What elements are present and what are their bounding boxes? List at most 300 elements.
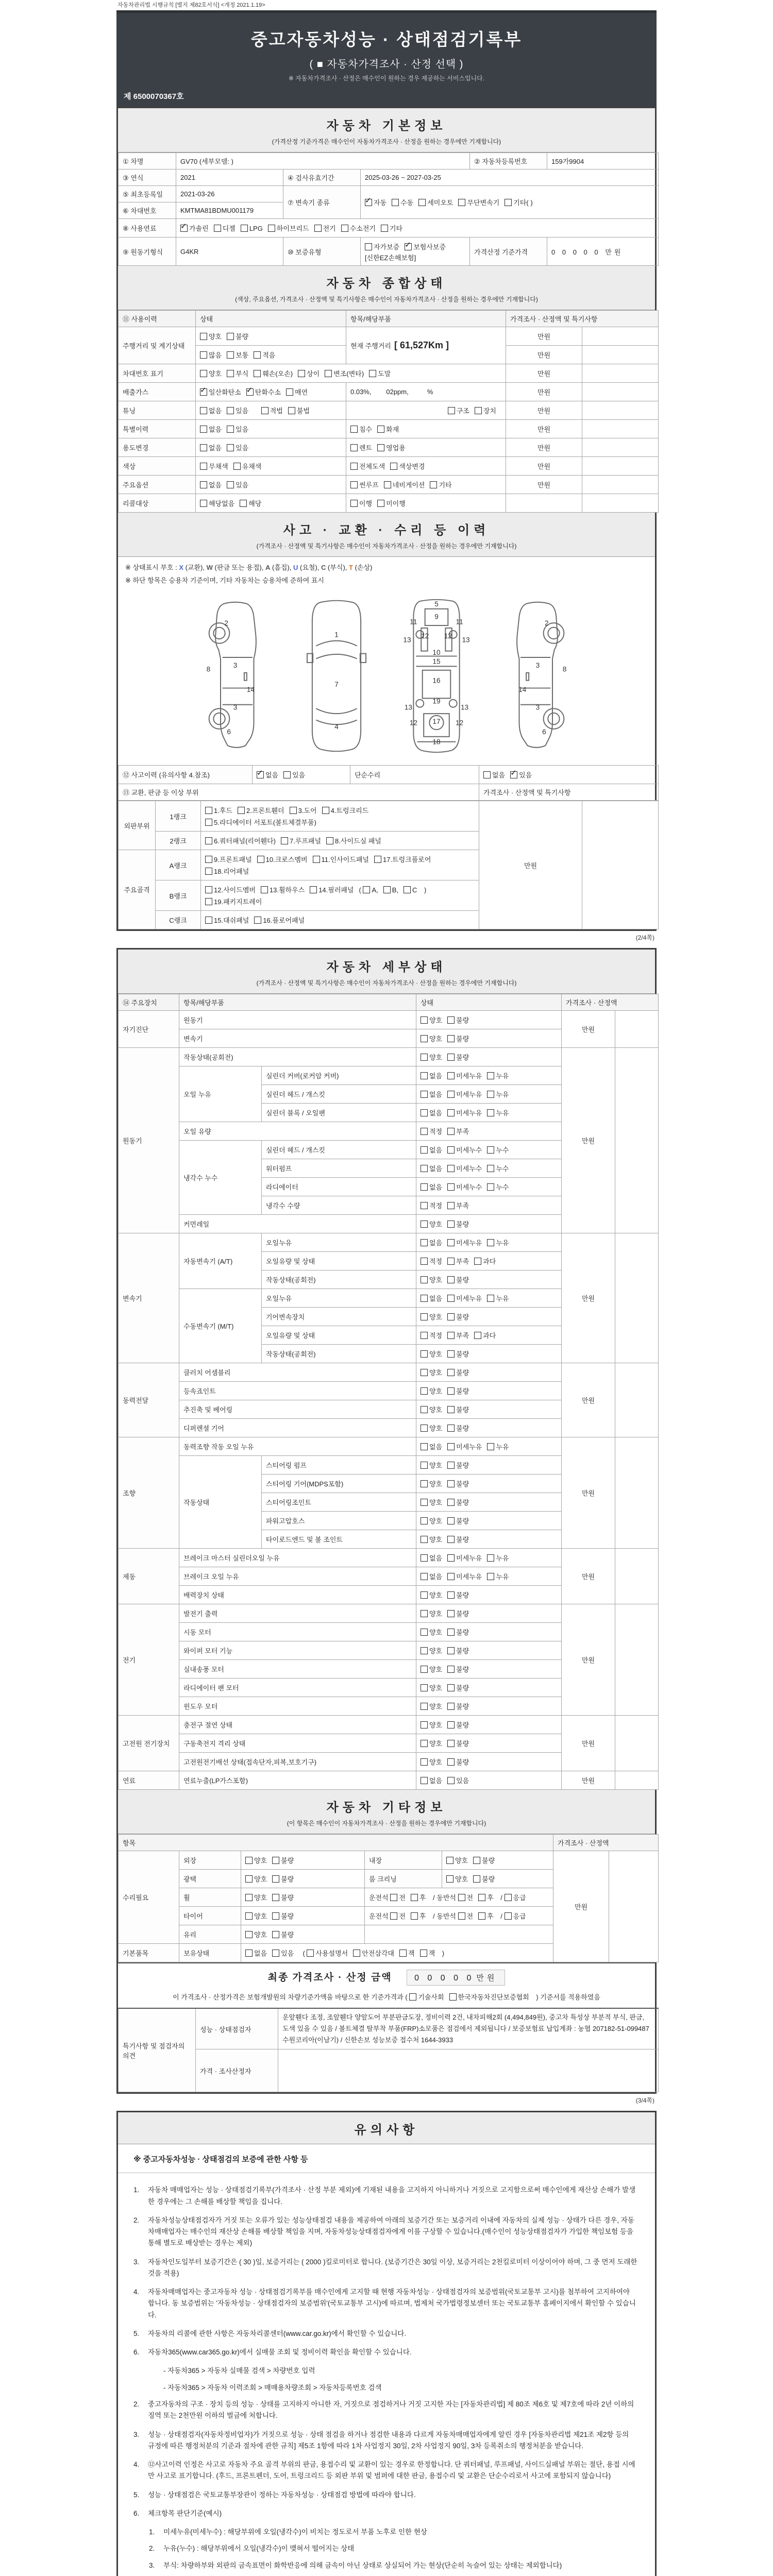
checkbox-option[interactable]	[447, 1423, 469, 1433]
checkbox-option[interactable]	[200, 461, 228, 471]
checkbox-option[interactable]	[233, 461, 262, 471]
checkbox-option[interactable]	[261, 405, 283, 415]
checkbox-option[interactable]	[447, 1330, 469, 1340]
checkbox-option[interactable]	[245, 1855, 267, 1865]
checkbox-icon[interactable]	[421, 1350, 428, 1358]
checkbox-icon[interactable]	[447, 1591, 455, 1599]
checkbox-option[interactable]	[350, 498, 372, 508]
checkbox-option[interactable]	[420, 1948, 435, 1958]
checkbox-option[interactable]	[411, 1911, 426, 1921]
checkbox-icon[interactable]	[487, 1239, 494, 1246]
checkbox-icon[interactable]	[421, 1016, 428, 1024]
checkbox-icon[interactable]	[200, 500, 207, 507]
checkbox-option[interactable]	[487, 1071, 509, 1080]
checkbox-icon[interactable]	[487, 1183, 494, 1191]
checkbox-option[interactable]	[227, 368, 248, 378]
checkbox-icon[interactable]	[326, 837, 333, 844]
checkbox-icon[interactable]	[421, 1202, 428, 1209]
checkbox-option[interactable]	[487, 1571, 509, 1581]
checkbox-option[interactable]	[447, 1627, 469, 1637]
checkbox-option[interactable]	[447, 1683, 469, 1692]
checkbox-icon[interactable]	[363, 886, 370, 893]
checkbox-option[interactable]	[447, 1646, 469, 1655]
checkbox-icon[interactable]	[369, 370, 376, 377]
checkbox-option[interactable]	[421, 1182, 442, 1192]
checkbox-icon[interactable]	[447, 1740, 455, 1747]
checkbox-option[interactable]	[447, 1108, 482, 1117]
checkbox-option[interactable]	[421, 1015, 442, 1025]
checkbox-icon[interactable]	[272, 1912, 279, 1920]
checkbox-option[interactable]	[474, 1256, 496, 1266]
checkbox-icon[interactable]	[272, 1931, 279, 1938]
checkbox-option[interactable]	[205, 805, 232, 815]
checkbox-icon[interactable]	[421, 1462, 428, 1469]
checkbox-icon[interactable]	[421, 1721, 428, 1728]
checkbox-icon[interactable]	[268, 225, 275, 232]
checked-checkbox-icon[interactable]	[180, 225, 188, 232]
checkbox-icon[interactable]	[447, 1703, 455, 1710]
checkbox-icon[interactable]	[205, 886, 212, 893]
checkbox-icon[interactable]	[421, 1128, 428, 1135]
checkbox-option[interactable]	[478, 1911, 494, 1921]
checkbox-option[interactable]	[487, 1163, 509, 1173]
checkbox-icon[interactable]	[411, 1912, 418, 1920]
checkbox-option[interactable]	[421, 1293, 442, 1303]
checkbox-icon[interactable]	[449, 1993, 457, 2001]
checkbox-option[interactable]	[447, 1238, 482, 1247]
checkbox-icon[interactable]	[377, 500, 384, 507]
checkbox-option[interactable]	[421, 1423, 442, 1433]
checkbox-option[interactable]	[421, 1460, 442, 1470]
checkbox-icon[interactable]	[390, 1894, 397, 1901]
checkbox-option[interactable]	[447, 1534, 469, 1544]
checkbox-icon[interactable]	[290, 807, 297, 814]
checkbox-icon[interactable]	[475, 407, 482, 414]
checkbox-option[interactable]	[246, 387, 281, 397]
checkbox-icon[interactable]	[447, 1517, 455, 1524]
checkbox-option[interactable]	[421, 1312, 442, 1321]
checkbox-option[interactable]	[447, 1126, 469, 1136]
checkbox-option[interactable]	[447, 1089, 482, 1099]
checkbox-option[interactable]	[350, 424, 372, 434]
checkbox-option[interactable]	[272, 1874, 294, 1884]
checkbox-option[interactable]	[227, 480, 248, 489]
checkbox-option[interactable]	[421, 1126, 442, 1136]
checkbox-option[interactable]	[350, 461, 385, 471]
checkbox-icon[interactable]	[272, 1950, 279, 1957]
checkbox-option[interactable]	[447, 1516, 469, 1526]
checkbox-icon[interactable]	[272, 1857, 279, 1864]
checkbox-icon[interactable]	[272, 1894, 279, 1901]
checkbox-icon[interactable]	[487, 1109, 494, 1116]
checkbox-icon[interactable]	[505, 1912, 512, 1920]
checkbox-option[interactable]	[447, 1553, 482, 1563]
checkbox-option[interactable]	[447, 1033, 469, 1043]
checkbox-option[interactable]	[245, 1874, 267, 1884]
checkbox-option[interactable]	[449, 1992, 529, 2002]
checkbox-option[interactable]	[421, 1553, 442, 1563]
checkbox-icon[interactable]	[377, 426, 384, 433]
checkbox-option[interactable]	[421, 1534, 442, 1544]
checkbox-option[interactable]	[411, 1892, 426, 1902]
checkbox-icon[interactable]	[205, 819, 212, 826]
checkbox-option[interactable]	[268, 223, 309, 233]
checkbox-option[interactable]	[200, 350, 222, 360]
checkbox-option[interactable]	[447, 1404, 469, 1414]
checkbox-icon[interactable]	[421, 1313, 428, 1320]
checkbox-icon[interactable]	[227, 481, 234, 488]
checkbox-icon[interactable]	[286, 388, 293, 396]
checkbox-icon[interactable]	[390, 1912, 397, 1920]
checkbox-icon[interactable]	[418, 199, 426, 206]
checkbox-option[interactable]	[418, 197, 453, 207]
checkbox-option[interactable]	[487, 1089, 509, 1099]
checkbox-icon[interactable]	[447, 1146, 455, 1154]
checkbox-icon[interactable]	[487, 1295, 494, 1302]
checkbox-icon[interactable]	[254, 370, 261, 377]
checkbox-icon[interactable]	[421, 1684, 428, 1691]
checkbox-option[interactable]	[350, 480, 379, 489]
checkbox-option[interactable]	[261, 885, 305, 894]
checkbox-option[interactable]	[421, 1033, 442, 1043]
checkbox-icon[interactable]	[487, 1573, 494, 1580]
checkbox-option[interactable]	[421, 1516, 442, 1526]
checkbox-option[interactable]	[458, 1911, 474, 1921]
checkbox-icon[interactable]	[390, 463, 397, 470]
checkbox-option[interactable]	[421, 1627, 442, 1637]
checkbox-icon[interactable]	[404, 886, 411, 893]
checkbox-icon[interactable]	[458, 199, 465, 206]
checkbox-icon[interactable]	[421, 1165, 428, 1172]
checkbox-option[interactable]	[298, 368, 320, 378]
checkbox-option[interactable]	[446, 1855, 468, 1865]
checkbox-option[interactable]	[272, 1948, 294, 1958]
checkbox-option[interactable]	[307, 1948, 348, 1958]
checkbox-option[interactable]	[227, 424, 248, 434]
checkbox-option[interactable]	[369, 368, 391, 378]
checkbox-icon[interactable]	[447, 1777, 455, 1784]
checkbox-icon[interactable]	[240, 500, 247, 507]
checkbox-icon[interactable]	[458, 1912, 465, 1920]
checked-checkbox-icon[interactable]	[365, 199, 372, 206]
checkbox-icon[interactable]	[261, 407, 268, 414]
checked-checkbox-icon[interactable]	[200, 388, 207, 396]
checkbox-option[interactable]	[447, 1664, 469, 1674]
checkbox-icon[interactable]	[447, 1369, 455, 1376]
checkbox-option[interactable]	[447, 1052, 469, 1062]
checkbox-option[interactable]	[447, 1275, 469, 1284]
checkbox-icon[interactable]	[447, 1072, 455, 1079]
checkbox-icon[interactable]	[205, 917, 212, 924]
checkbox-option[interactable]	[377, 498, 406, 508]
checkbox-icon[interactable]	[392, 199, 399, 206]
checkbox-option[interactable]	[421, 1275, 442, 1284]
checkbox-option[interactable]	[310, 885, 354, 894]
checkbox-option[interactable]	[272, 1892, 294, 1902]
checkbox-option[interactable]	[487, 1182, 509, 1192]
checkbox-icon[interactable]	[421, 1573, 428, 1580]
checkbox-option[interactable]	[254, 368, 293, 378]
checkbox-option[interactable]	[392, 197, 413, 207]
checkbox-icon[interactable]	[200, 407, 207, 414]
checkbox-icon[interactable]	[421, 1777, 428, 1784]
checkbox-option[interactable]	[421, 1163, 442, 1173]
checkbox-option[interactable]	[200, 480, 222, 489]
checkbox-icon[interactable]	[307, 1950, 314, 1957]
checkbox-option[interactable]	[254, 915, 305, 925]
checked-checkbox-icon[interactable]	[405, 243, 412, 250]
checkbox-icon[interactable]	[447, 1499, 455, 1506]
checkbox-icon[interactable]	[383, 886, 391, 893]
checkbox-option[interactable]	[409, 1992, 444, 2002]
checkbox-icon[interactable]	[483, 771, 491, 778]
checkbox-option[interactable]	[200, 331, 222, 341]
checkbox-option[interactable]	[475, 405, 496, 415]
checkbox-option[interactable]	[281, 836, 321, 845]
checkbox-icon[interactable]	[200, 370, 207, 377]
checkbox-icon[interactable]	[421, 1109, 428, 1116]
checkbox-option[interactable]	[290, 805, 317, 815]
checkbox-icon[interactable]	[420, 1950, 427, 1957]
checkbox-icon[interactable]	[447, 1462, 455, 1469]
checkbox-icon[interactable]	[447, 1258, 455, 1265]
checkbox-icon[interactable]	[487, 1072, 494, 1079]
checkbox-icon[interactable]	[227, 333, 234, 340]
checkbox-option[interactable]	[377, 443, 406, 452]
checkbox-option[interactable]	[447, 1608, 469, 1618]
checkbox-option[interactable]	[487, 1553, 509, 1563]
checkbox-icon[interactable]	[447, 1610, 455, 1617]
checkbox-option[interactable]	[483, 770, 505, 779]
checkbox-icon[interactable]	[478, 1912, 485, 1920]
checkbox-option[interactable]	[240, 498, 261, 508]
checkbox-option[interactable]	[227, 331, 248, 341]
checkbox-icon[interactable]	[421, 1239, 428, 1246]
checkbox-option[interactable]	[447, 1256, 469, 1266]
checkbox-icon[interactable]	[421, 1091, 428, 1098]
checkbox-icon[interactable]	[447, 1666, 455, 1673]
checkbox-option[interactable]	[447, 1386, 469, 1396]
checkbox-option[interactable]	[447, 1163, 482, 1173]
checkbox-icon[interactable]	[205, 837, 212, 844]
checkbox-option[interactable]	[487, 1145, 509, 1155]
checkbox-icon[interactable]	[447, 1536, 455, 1543]
checkbox-option[interactable]	[384, 480, 425, 489]
checkbox-icon[interactable]	[233, 463, 241, 470]
checkbox-icon[interactable]	[421, 1758, 428, 1766]
checkbox-option[interactable]	[365, 197, 386, 207]
checkbox-option[interactable]	[473, 1855, 495, 1865]
checkbox-option[interactable]	[421, 1089, 442, 1099]
checkbox-icon[interactable]	[447, 1387, 455, 1395]
checkbox-option[interactable]	[447, 1479, 469, 1488]
checkbox-icon[interactable]	[205, 856, 212, 863]
checkbox-icon[interactable]	[421, 1425, 428, 1432]
checkbox-option[interactable]	[447, 1071, 482, 1080]
checkbox-icon[interactable]	[421, 1387, 428, 1395]
checkbox-icon[interactable]	[447, 1054, 455, 1061]
checkbox-icon[interactable]	[446, 1857, 453, 1864]
checkbox-icon[interactable]	[473, 1857, 480, 1864]
checkbox-option[interactable]	[421, 1238, 442, 1247]
checkbox-icon[interactable]	[227, 444, 234, 451]
checkbox-icon[interactable]	[446, 1875, 453, 1883]
checkbox-icon[interactable]	[205, 807, 212, 814]
checkbox-icon[interactable]	[421, 1221, 428, 1228]
checkbox-option[interactable]	[363, 886, 378, 894]
checkbox-option[interactable]	[421, 1479, 442, 1488]
checkbox-option[interactable]	[200, 443, 222, 452]
checkbox-icon[interactable]	[447, 1425, 455, 1432]
checkbox-option[interactable]	[200, 405, 222, 415]
checkbox-icon[interactable]	[365, 243, 372, 250]
checkbox-icon[interactable]	[430, 481, 437, 488]
checkbox-icon[interactable]	[272, 1875, 279, 1883]
checkbox-option[interactable]	[421, 1367, 442, 1377]
checkbox-icon[interactable]	[350, 426, 358, 433]
checkbox-icon[interactable]	[261, 886, 268, 893]
checkbox-option[interactable]	[404, 886, 417, 894]
checkbox-option[interactable]	[421, 1071, 442, 1080]
checkbox-option[interactable]	[421, 1330, 442, 1340]
checkbox-option[interactable]	[377, 424, 399, 434]
checkbox-icon[interactable]	[458, 1894, 465, 1901]
checkbox-icon[interactable]	[447, 1165, 455, 1172]
checkbox-icon[interactable]	[254, 351, 261, 359]
checkbox-icon[interactable]	[421, 1554, 428, 1562]
checkbox-icon[interactable]	[447, 1443, 455, 1450]
checkbox-icon[interactable]	[447, 1313, 455, 1320]
checkbox-icon[interactable]	[200, 426, 207, 433]
checkbox-option[interactable]	[421, 1442, 442, 1451]
checkbox-icon[interactable]	[227, 370, 234, 377]
checkbox-option[interactable]	[421, 1386, 442, 1396]
checkbox-icon[interactable]	[478, 1894, 485, 1901]
checkbox-option[interactable]	[245, 1892, 267, 1902]
checkbox-option[interactable]	[487, 1108, 509, 1117]
checkbox-option[interactable]	[478, 1892, 494, 1902]
checkbox-icon[interactable]	[245, 1931, 253, 1938]
checkbox-icon[interactable]	[421, 1740, 428, 1747]
checkbox-icon[interactable]	[447, 1183, 455, 1191]
checkbox-option[interactable]	[473, 1874, 495, 1884]
checkbox-option[interactable]	[447, 1775, 469, 1785]
checkbox-option[interactable]	[227, 405, 248, 415]
checkbox-option[interactable]	[447, 1442, 482, 1451]
checkbox-option[interactable]	[421, 1404, 442, 1414]
checkbox-option[interactable]	[421, 1775, 442, 1785]
checkbox-option[interactable]	[200, 424, 222, 434]
checkbox-icon[interactable]	[205, 868, 212, 875]
checkbox-icon[interactable]	[322, 807, 329, 814]
checkbox-icon[interactable]	[200, 351, 207, 359]
checkbox-icon[interactable]	[447, 1480, 455, 1487]
checkbox-icon[interactable]	[447, 1221, 455, 1228]
checkbox-option[interactable]	[200, 387, 241, 397]
checkbox-option[interactable]	[205, 896, 262, 906]
checkbox-icon[interactable]	[447, 1350, 455, 1358]
checkbox-option[interactable]	[421, 1219, 442, 1229]
checkbox-option[interactable]	[421, 1145, 442, 1155]
checkbox-option[interactable]	[505, 197, 532, 207]
checkbox-option[interactable]	[272, 1929, 294, 1939]
checkbox-option[interactable]	[390, 1911, 406, 1921]
checkbox-icon[interactable]	[384, 481, 391, 488]
checkbox-icon[interactable]	[200, 463, 207, 470]
checkbox-option[interactable]	[421, 1497, 442, 1507]
checkbox-option[interactable]	[421, 1701, 442, 1711]
checkbox-option[interactable]	[214, 223, 236, 233]
checkbox-icon[interactable]	[447, 1128, 455, 1135]
checkbox-option[interactable]	[272, 1855, 294, 1865]
checkbox-option[interactable]	[447, 1312, 469, 1321]
checkbox-option[interactable]	[430, 480, 451, 489]
checkbox-option[interactable]	[288, 405, 310, 415]
checkbox-option[interactable]	[421, 1608, 442, 1618]
checkbox-option[interactable]	[447, 1757, 469, 1767]
checkbox-option[interactable]	[421, 1571, 442, 1581]
checkbox-option[interactable]	[245, 1911, 267, 1921]
checkbox-icon[interactable]	[245, 1857, 253, 1864]
checked-checkbox-icon[interactable]	[257, 771, 264, 778]
checkbox-option[interactable]	[381, 223, 402, 233]
checkbox-option[interactable]	[458, 1892, 474, 1902]
checked-checkbox-icon[interactable]	[246, 388, 254, 396]
checkbox-icon[interactable]	[421, 1406, 428, 1413]
checkbox-option[interactable]	[390, 461, 425, 471]
checkbox-icon[interactable]	[421, 1703, 428, 1710]
checkbox-icon[interactable]	[200, 333, 207, 340]
checkbox-icon[interactable]	[421, 1146, 428, 1154]
checkbox-icon[interactable]	[447, 1684, 455, 1691]
checkbox-icon[interactable]	[421, 1183, 428, 1191]
checkbox-option[interactable]	[245, 1948, 267, 1958]
checkbox-icon[interactable]	[350, 444, 358, 451]
checkbox-option[interactable]	[374, 854, 431, 864]
checkbox-option[interactable]	[447, 1293, 482, 1303]
checkbox-icon[interactable]	[288, 407, 295, 414]
checkbox-option[interactable]	[254, 350, 275, 360]
checkbox-option[interactable]	[505, 1892, 526, 1902]
checkbox-option[interactable]	[399, 1948, 415, 1958]
checkbox-option[interactable]	[510, 770, 532, 779]
checkbox-option[interactable]	[421, 1590, 442, 1600]
checkbox-option[interactable]	[286, 387, 308, 397]
checkbox-option[interactable]	[487, 1442, 509, 1451]
checkbox-icon[interactable]	[447, 1202, 455, 1209]
checkbox-option[interactable]	[180, 223, 209, 233]
checkbox-option[interactable]	[205, 866, 249, 876]
checkbox-icon[interactable]	[447, 1332, 455, 1339]
checkbox-icon[interactable]	[241, 225, 248, 232]
checkbox-icon[interactable]	[281, 837, 288, 844]
checkbox-option[interactable]	[421, 1720, 442, 1730]
checkbox-icon[interactable]	[313, 856, 320, 863]
checkbox-option[interactable]	[447, 1219, 469, 1229]
checkbox-icon[interactable]	[447, 1406, 455, 1413]
checkbox-icon[interactable]	[421, 1295, 428, 1302]
checkbox-option[interactable]	[421, 1757, 442, 1767]
checkbox-option[interactable]	[446, 1874, 468, 1884]
checkbox-icon[interactable]	[421, 1072, 428, 1079]
checkbox-option[interactable]	[447, 1182, 482, 1192]
checkbox-icon[interactable]	[421, 1629, 428, 1636]
checkbox-option[interactable]	[474, 1330, 496, 1340]
checkbox-icon[interactable]	[421, 1332, 428, 1339]
checkbox-icon[interactable]	[447, 1758, 455, 1766]
checkbox-option[interactable]	[227, 443, 248, 452]
checkbox-option[interactable]	[447, 1590, 469, 1600]
